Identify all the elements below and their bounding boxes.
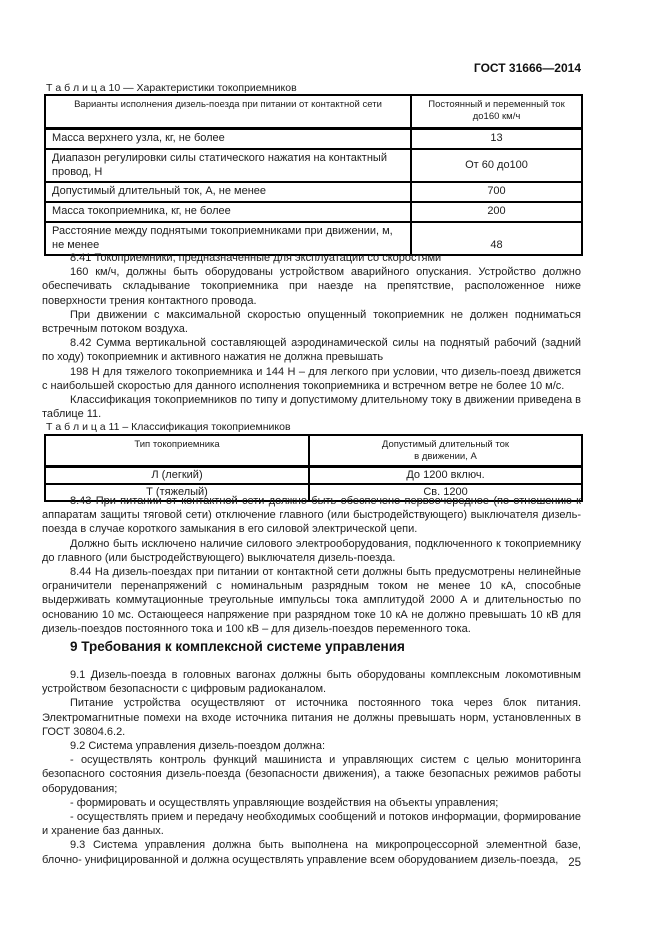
table10-col1-header: Варианты исполнения дизель-поезда при питании от контактной сети — [45, 95, 411, 128]
paragraph-9-2-item-1: - осуществлять контроль функций машиниста и управляющих систем с целью мониторинга безопасного состояния дизель-поезда (безопасности движения), а также безопасных режимов работы оборудования; — [42, 754, 581, 795]
row-value: До 1200 включ. — [309, 467, 582, 485]
paragraph-9-2-item-2: - формировать и осуществлять управляющие воздействия на объекты управления; — [70, 796, 499, 809]
row-label: Диапазон регулировки силы статического нажатия на контактный провод, Н — [45, 149, 411, 182]
paragraph-8-41-note: При движении с максимальной скоростью опущенный токоприемник не должен подниматься встречным потоком воздуха. — [42, 308, 581, 336]
table10-col2-header-line2: до160 км/ч — [472, 111, 521, 122]
table11-col2-header-line1: Допустимый длительный ток — [381, 439, 510, 450]
section-9-heading: 9 Требования к комплексной системе управления — [70, 639, 405, 654]
paragraph-8-44-body: 8.44 На дизель-поездах при питании от контактной сети должны быть предусмотрены нелинейные ограничители перенапряжений с номинальным разрядным током не менее 10 кА, способные выдерживать коммутационные треугольные импульсы тока амплитудой 2000 А и длительностью по основанию 10 мс. Остающееся напряжение при разрядном токе 10 кА не должно превышать 10 кВ для дизель-поездов постоянного тока и 100 кВ – для дизель-поездов переменного тока. — [42, 566, 581, 635]
row-value: 13 — [411, 128, 582, 149]
row-value: Св. 1200 — [309, 484, 582, 501]
table-row — [45, 149, 582, 182]
table10-col2-header — [411, 95, 582, 128]
row-value: 200 — [411, 202, 582, 222]
row-value: 48 — [411, 222, 582, 255]
table10-caption: Т а б л и ц а 10 — Характеристики токоприемников — [46, 82, 297, 94]
table11-col2-header-line2: в движении, А — [414, 451, 477, 462]
page-number: 25 — [568, 857, 581, 869]
section-9-text-block — [42, 668, 581, 867]
table-header-row — [45, 435, 582, 467]
paragraph-8-43-body: 8.43 При питании от контактной сети должно быть обеспечено первоочередное (по отношению к аппаратам защиты тяговой сети) отключение главного (или быстродействующего) выключателя дизель-поезда в случае короткого замыкания в его силовой электрической цепи. — [42, 495, 581, 536]
paragraph-9-3-body: 9.3 Система управления должна быть выполнена на микропроцессорной элементной базе, блочно- унифицированной и должна осуществлять управление всем оборудованием дизель-поезда, — [42, 839, 581, 866]
table-row — [45, 182, 582, 202]
row-label: Т (тяжелый) — [45, 484, 309, 501]
table-row — [45, 128, 582, 149]
paragraph-8-42-note: Классификация токоприемников по типу и допустимому длительному току в движении приведена в таблице 11. — [42, 394, 581, 421]
table-11-classification — [44, 434, 583, 502]
row-value: От 60 до100 — [411, 149, 582, 182]
paragraph-9-2-item-3: - осуществлять прием и передачу необходимых сообщений и потоков информации, формирование и хранение баз данных. — [42, 811, 581, 838]
row-label: Масса токоприемника, кг, не более — [45, 202, 411, 222]
row-label: Л (легкий) — [45, 467, 309, 485]
paragraph-8-43-note: Должно быть исключено наличие силового электрооборудования, подключенного к токоприемнику до главного (или быстродействующего) выключателя дизель-поезда. — [42, 537, 581, 564]
table11-col1-header: Тип токоприемника — [45, 435, 309, 467]
paragraph-9-2-intro: 9.2 Система управления дизель-поездом должна: — [70, 740, 326, 753]
table11-caption: Т а б л и ц а 11 – Классификация токоприемников — [46, 421, 291, 433]
paragraph-8-42-intro: 8.42 Сумма вертикальной составляющей аэродинамической силы на поднятый рабочий (задний по ходу) токоприемник и активного нажатия не должна превышать — [42, 337, 581, 364]
paragraph-8-41-body: 160 км/ч, должны быть оборудованы устройством аварийного опускания. Устройство должно обеспечивать складывание токоприемника при наезде на препятствие, расположенное ниже поверхности трения контактного провода. — [42, 266, 581, 307]
section-8-text-block-2 — [42, 494, 581, 636]
table11-col2-header — [309, 435, 582, 467]
table10-col2-header-line1: Постоянный и переменный ток — [428, 99, 565, 110]
paragraph-8-41-intro: 8.41 Токоприемники, предназначенные для эксплуатации со скоростями — [70, 252, 442, 264]
row-label: Расстояние между поднятыми токоприемниками при движении, м, не менее — [45, 222, 411, 255]
row-value: 700 — [411, 182, 582, 202]
table-10-characteristics — [44, 94, 583, 256]
table-header-row — [45, 95, 582, 128]
section-8-text-block-1 — [42, 251, 581, 421]
table-row — [45, 202, 582, 222]
table-row — [45, 467, 582, 485]
paragraph-8-42-body: 198 Н для тяжелого токоприемника и 144 Н – для легкого при условии, что дизель-поезд движется с наибольшей скоростью для данного исполнения токоприемника и встречном ветре не более 10 м/с. — [42, 365, 581, 392]
paragraph-9-1-note: Питание устройства осуществляют от источника постоянного тока через блок питания. Электромагнитные помехи на входе источника питания не должны превышать норм, установленных в ГОСТ 30804.6.2. — [42, 697, 581, 738]
standard-number-header: ГОСТ 31666—2014 — [473, 61, 581, 75]
row-label: Допустимый длительный ток, А, не менее — [45, 182, 411, 202]
row-label: Масса верхнего узла, кг, не более — [45, 128, 411, 149]
paragraph-9-1-body: 9.1 Дизель-поезда в головных вагонах должны быть оборудованы комплексным локомотивным устройством безопасности с цифровым радиоканалом. — [42, 669, 581, 696]
